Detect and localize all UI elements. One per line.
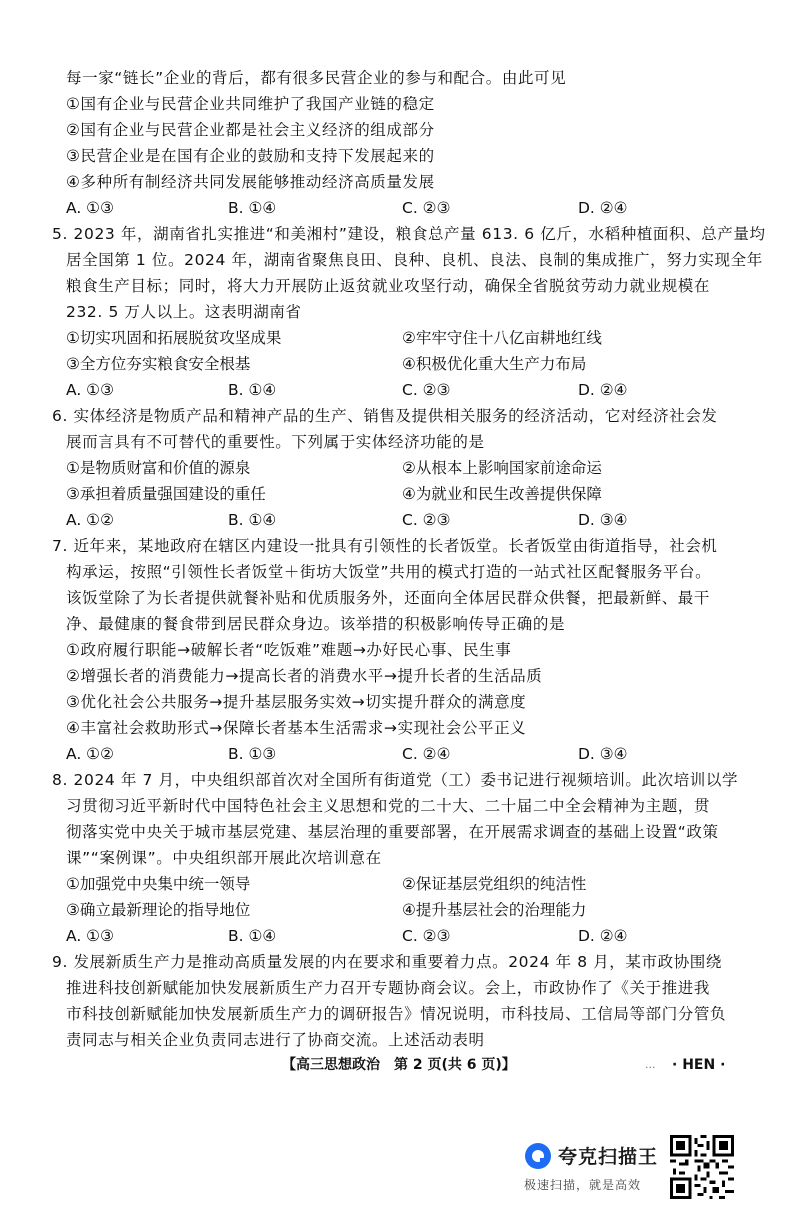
q5-statement-2: ②牢牢守住十八亿亩耕地红线 — [402, 329, 602, 347]
q4-statement-4: ④多种所有制经济共同发展能够推动经济高质量发展 — [66, 173, 435, 191]
q4-statement-3: ③民营企业是在国有企业的鼓励和支持下发展起来的 — [66, 147, 435, 165]
q6-option-a: A. ①② — [66, 511, 114, 529]
quark-logo-icon — [524, 1142, 552, 1170]
q7-options — [66, 744, 746, 764]
q6-stem-line-1: 6. 实体经济是物质产品和精神产品的生产、销售及提供相关服务的经济活动，它对经济社会发 — [52, 407, 718, 425]
q4-statement-1: ①国有企业与民营企业共同维护了我国产业链的稳定 — [66, 95, 435, 113]
q6-stem-line-2: 展而言具有不可替代的重要性。下列属于实体经济功能的是 — [66, 433, 485, 451]
q5-stem-line-4: 232. 5 万人以上。这表明湖南省 — [66, 303, 302, 321]
q8-option-c: C. ②③ — [402, 927, 451, 945]
q6-statement-2: ②从根本上影响国家前途命运 — [402, 459, 602, 477]
q6-statements-row-1 — [66, 458, 746, 478]
q9-stem-line-2: 推进科技创新赋能加快发展新质生产力召开专题协商会议。会上，市政协作了《关于推进我 — [66, 979, 711, 997]
q7-option-c: C. ②④ — [402, 745, 451, 763]
q5-option-b: B. ①④ — [228, 381, 277, 399]
q8-statements-row-1 — [66, 874, 746, 894]
q5-stem-line-1: 5. 2023 年，湖南省扎实推进“和美湘村”建设，粮食总产量 613. 6 亿斤，水稻种植面积、总产量均 — [52, 225, 766, 243]
q5-option-a: A. ①③ — [66, 381, 114, 399]
q7-option-b: B. ①③ — [228, 745, 277, 763]
q4-option-d: D. ②④ — [578, 199, 628, 217]
q4-options — [66, 198, 746, 218]
q8-stem-line-3: 彻落实党中央关于城市基层党建、基层治理的重要部署，在开展需求调查的基础上设置“政策 — [66, 823, 719, 841]
q4-option-a: A. ①③ — [66, 199, 114, 217]
q8-options — [66, 926, 746, 946]
q7-option-a: A. ①② — [66, 745, 114, 763]
page-number-label: 【高三思想政治 第 2 页(共 6 页)】 — [282, 1057, 516, 1073]
q6-options — [66, 510, 746, 530]
q7-stem-line-4: 净、最健康的餐食带到居民群众身边。该举措的积极影响传导正确的是 — [66, 615, 566, 633]
q7-statement-2: ②增强长者的消费能力→提高长者的消费水平→提升长者的生活品质 — [66, 667, 543, 685]
q5-statement-1: ①切实巩固和拓展脱贫攻坚成果 — [66, 329, 282, 347]
q7-stem-line-1: 7. 近年来，某地政府在辖区内建设一批具有引领性的长者饭堂。长者饭堂由街道指导，社会机 — [52, 537, 718, 555]
q7-statement-1: ①政府履行职能→破解长者“吃饭难”难题→办好民心事、民生事 — [66, 641, 512, 659]
q5-statement-4: ④积极优化重大生产力布局 — [402, 355, 587, 373]
q8-statement-2: ②保证基层党组织的纯洁性 — [402, 875, 587, 893]
q8-option-a: A. ①③ — [66, 927, 114, 945]
q6-statements-row-2 — [66, 484, 746, 504]
q4-option-b: B. ①④ — [228, 199, 277, 217]
footer-dots: ... — [645, 1058, 656, 1071]
q5-option-c: C. ②③ — [402, 381, 451, 399]
scanner-watermark — [524, 1140, 734, 1200]
q5-statements-row-1 — [66, 328, 746, 348]
q4-option-c: C. ②③ — [402, 199, 451, 217]
q8-option-b: B. ①④ — [228, 927, 277, 945]
q9-stem-line-4: 责同志与相关企业负责同志进行了协商交流。上述活动表明 — [66, 1031, 485, 1049]
q7-statement-3: ③优化社会公共服务→提升基层服务实效→切实提升群众的满意度 — [66, 693, 527, 711]
brand-name: 夸克扫描王 — [558, 1146, 659, 1168]
q8-statement-3: ③确立最新理论的指导地位 — [66, 901, 251, 919]
q6-option-c: C. ②③ — [402, 511, 451, 529]
q8-stem-line-1: 8. 2024 年 7 月，中央组织部首次对全国所有街道党（工）委书记进行视频培训。此次培训以学 — [52, 771, 739, 789]
qr-code-icon — [670, 1135, 734, 1199]
q5-options — [66, 380, 746, 400]
q6-statement-1: ①是物质财富和价值的源泉 — [66, 459, 251, 477]
brand-slogan: 极速扫描，就是高效 — [524, 1178, 642, 1192]
page-footer — [0, 1055, 794, 1075]
q8-stem-line-2: 习贯彻习近平新时代中国特色社会主义思想和党的二十大、二十届二中全会精神为主题，贯 — [66, 797, 711, 815]
exam-code: · HEN · — [672, 1057, 726, 1073]
q5-statements-row-2 — [66, 354, 746, 374]
q4-stem-tail: 每一家“链长”企业的背后，都有很多民营企业的参与和配合。由此可见 — [66, 69, 567, 87]
q7-stem-line-3: 该饭堂除了为长者提供就餐补贴和优质服务外，还面向全体居民群众供餐，把最新鲜、最干 — [66, 589, 711, 607]
q8-statement-1: ①加强党中央集中统一领导 — [66, 875, 251, 893]
q9-stem-line-1: 9. 发展新质生产力是推动高质量发展的内在要求和重要着力点。2024 年 8 月，某市政协围绕 — [52, 953, 723, 971]
q6-statement-3: ③承担着质量强国建设的重任 — [66, 485, 266, 503]
q6-option-b: B. ①④ — [228, 511, 277, 529]
q7-option-d: D. ③④ — [578, 745, 628, 763]
q4-statement-2: ②国有企业与民营企业都是社会主义经济的组成部分 — [66, 121, 435, 139]
q5-stem-line-2: 居全国第 1 位。2024 年，湖南省聚焦良田、良种、良机、良法、良制的集成推广，努力实现全年 — [66, 251, 763, 269]
q5-statement-3: ③全方位夯实粮食安全根基 — [66, 355, 251, 373]
q6-statement-4: ④为就业和民生改善提供保障 — [402, 485, 602, 503]
q7-statement-4: ④丰富社会救助形式→保障长者基本生活需求→实现社会公平正义 — [66, 719, 527, 737]
q8-stem-line-4: 课”“案例课”。中央组织部开展此次培训意在 — [66, 849, 382, 867]
q5-stem-line-3: 粮食生产目标；同时，将大力开展防止返贫就业攻坚行动，确保全省脱贫劳动力就业规模在 — [66, 277, 711, 295]
q8-statements-row-2 — [66, 900, 746, 920]
q5-option-d: D. ②④ — [578, 381, 628, 399]
q9-stem-line-3: 市科技创新赋能加快发展新质生产力的调研报告》情况说明，市科技局、工信局等部门分管负 — [66, 1005, 727, 1023]
q8-option-d: D. ②④ — [578, 927, 628, 945]
q7-stem-line-2: 构承运，按照“引领性长者饭堂＋街坊大饭堂”共用的模式打造的一站式社区配餐服务平台。 — [66, 563, 712, 581]
q8-statement-4: ④提升基层社会的治理能力 — [402, 901, 587, 919]
q6-option-d: D. ③④ — [578, 511, 628, 529]
